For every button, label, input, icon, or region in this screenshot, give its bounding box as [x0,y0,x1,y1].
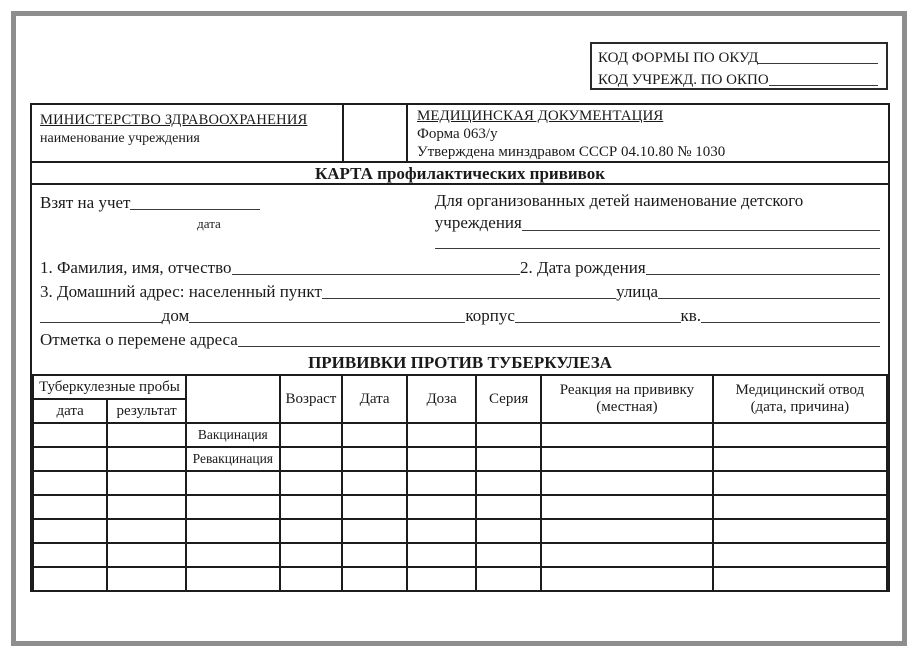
table-cell [33,471,107,495]
table-cell [280,423,342,447]
ministry-title: МИНИСТЕРСТВО ЗДРАВООХРАНЕНИЯ [40,112,308,128]
table-cell [476,423,541,447]
table-cell [342,567,407,591]
table-row [33,567,887,591]
date-hint: дата [197,216,221,231]
table-cell [713,495,887,519]
table-cell [280,495,342,519]
med-exemption-column-header: Медицинский отвод (дата, причина) [713,375,887,423]
institution-line [435,212,880,234]
form-main-box [30,103,890,592]
address-change-line [40,326,880,350]
institution-blank-line-2 [435,248,880,249]
table-cell [476,471,541,495]
reaction-column-header: Реакция на прививку (местная) [541,375,713,423]
table-cell [713,447,887,471]
full-name-label: 1. Фамилия, имя, отчество [40,258,232,277]
table-cell [107,447,186,471]
organized-children-text: Для организованных детей наименование детского [434,191,804,210]
table-cell [541,495,713,519]
taken-on-record-label: Взят на учет [40,193,131,212]
table-cell [541,543,713,567]
table-cell [107,567,186,591]
okpo-blank-line [769,85,878,86]
table-cell [713,543,887,567]
taken-on-record-block [40,190,435,254]
table-cell [186,543,280,567]
table-cell [476,567,541,591]
house-blank-line [189,322,465,323]
table-cell [713,567,887,591]
code-box [590,42,888,90]
table-cell [342,471,407,495]
birth-date-label: 2. Дата рождения [520,258,646,277]
table-cell [33,495,107,519]
table-cell [407,495,476,519]
table-cell [33,519,107,543]
table-cell [476,519,541,543]
table-row [33,495,887,519]
row-label-revaccination: Ревакцинация [186,447,280,471]
tb-vaccination-table [32,374,888,592]
home-address-label: 3. Домашний адрес: населенный пункт [40,282,322,301]
table-cell [407,567,476,591]
address-line [40,278,880,302]
table-header-row-1 [33,375,887,399]
dose-column-header: Доза [407,375,476,423]
table-cell [107,543,186,567]
table-row [33,543,887,567]
table-cell [541,471,713,495]
table-cell [407,447,476,471]
table-cell [280,519,342,543]
birth-date-blank-line [646,274,880,275]
table-cell [713,471,887,495]
settlement-blank-line [322,298,616,299]
street-label: улица [616,282,659,301]
taken-on-record-line [40,193,435,213]
test-result-subheader: результат [107,399,186,423]
table-cell [713,519,887,543]
table-cell [407,519,476,543]
table-cell [33,447,107,471]
table-cell [280,543,342,567]
settlement-blank-line-2 [40,322,162,323]
institution-extra-line [435,242,880,252]
okud-blank-line [758,63,878,64]
tb-section-title: ПРИВИВКИ ПРОТИВ ТУБЕРКУЛЕЗА [308,353,612,372]
table-cell [541,423,713,447]
table-cell [107,471,186,495]
building-blank-line [515,322,681,323]
street-blank-line [658,298,880,299]
table-cell [407,423,476,447]
med-doc-cell [408,105,888,161]
table-cell [280,471,342,495]
okpo-label: КОД УЧРЕЖД. ПО ОКПО [598,72,769,88]
row-label-vaccination: Вакцинация [186,423,280,447]
table-cell [342,423,407,447]
date-column-header: Дата [342,375,407,423]
table-cell [342,495,407,519]
table-row [33,471,887,495]
form-number: Форма 063/у [417,126,498,142]
table-row [33,447,887,471]
apartment-blank-line [701,322,880,323]
name-line [40,254,880,278]
ministry-hint: наименование учреждения [40,131,200,146]
table-cell [107,423,186,447]
table-cell [280,567,342,591]
okud-label: КОД ФОРМЫ ПО ОКУД [598,50,759,66]
med-doc-title: МЕДИЦИНСКАЯ ДОКУМЕНТАЦИЯ [417,108,664,124]
table-row [33,423,887,447]
approval-note: Утверждена минздравом СССР 04.10.80 № 1030 [417,144,726,160]
table-cell [186,519,280,543]
table-row [33,519,887,543]
table-cell [342,543,407,567]
table-cell [407,543,476,567]
table-cell [342,447,407,471]
form-body [32,185,888,374]
empty-header-cell [344,105,408,161]
table-cell [280,447,342,471]
series-column-header: Серия [476,375,541,423]
table-cell [186,471,280,495]
building-label: корпус [465,306,515,325]
table-cell [713,423,887,447]
table-cell [33,543,107,567]
registration-section [40,190,880,254]
institution-blank-line [522,230,880,231]
form-header-row [32,105,888,163]
apartment-label: кв. [680,306,702,325]
test-date-subheader: дата [33,399,107,423]
table-cell [541,567,713,591]
address-change-label: Отметка о перемене адреса [40,330,238,349]
full-name-blank-line [232,274,520,275]
row-label-column-header [186,375,280,423]
ministry-cell [32,105,344,161]
table-cell [33,567,107,591]
taken-on-record-blank-line [130,209,260,210]
address-change-blank-line [238,346,880,347]
tb-tests-group-header: Туберкулезные пробы [33,375,186,399]
table-cell [476,543,541,567]
age-column-header: Возраст [280,375,342,423]
okpo-line [598,67,878,89]
table-cell [107,519,186,543]
okud-line [598,45,878,67]
table-cell [541,519,713,543]
table-cell [186,567,280,591]
house-label: дом [161,306,190,325]
table-cell [186,495,280,519]
table-cell [541,447,713,471]
table-cell [107,495,186,519]
table-cell [476,447,541,471]
table-cell [407,471,476,495]
institution-label: учреждения [434,213,522,232]
table-cell [342,519,407,543]
card-title: КАРТА профилактических прививок [32,163,888,185]
table-cell [33,423,107,447]
organized-children-block [435,190,880,254]
house-line [40,302,880,326]
table-cell [476,495,541,519]
